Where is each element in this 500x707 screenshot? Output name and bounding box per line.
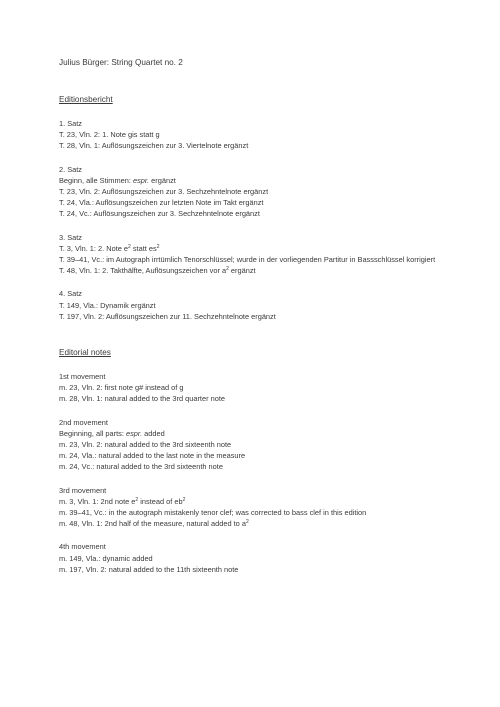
note-line (59, 140, 460, 151)
movement-block (59, 232, 460, 277)
note-text: m. 24, Vla.: natural added to the last note in the measure (59, 451, 246, 461)
note-line (59, 265, 460, 276)
note-text: m. 23, Vln. 2: natural added to the 3rd sixteenth note (59, 440, 232, 450)
movement-block (59, 417, 460, 473)
superscript: 2 (245, 519, 249, 526)
superscript: 2 (135, 496, 139, 503)
note-line (59, 311, 460, 322)
note-text: statt es (130, 243, 157, 253)
note-line (59, 439, 460, 450)
note-line (59, 518, 460, 529)
note-text: T. 48, Vln. 1: 2. Takthälfte, Auflösungszeichen vor a (59, 266, 227, 276)
movement-title: 3rd movement (59, 485, 107, 495)
report-section (59, 347, 460, 575)
note-line (59, 461, 460, 472)
note-text: T. 23, Vln. 2: Auflösungszeichen zur 3. Sechzehntelnote ergänzt (59, 187, 269, 197)
movement-block (59, 371, 460, 405)
movement-title: 4. Satz (59, 289, 83, 299)
note-text: m. 28, Vln. 1: natural added to the 3rd quarter note (59, 394, 225, 404)
note-line (59, 243, 460, 254)
note-text: T. 3, Vln. 1: 2. Note e (59, 243, 129, 253)
note-text: T. 149, Vla.: Dynamik ergänzt (59, 300, 156, 310)
note-text: m. 149, Vla.: dynamic added (59, 553, 153, 563)
note-line (59, 553, 460, 564)
movement-title: 4th movement (59, 542, 106, 552)
note-text: T. 24, Vc.: Auflösungszeichen zur 3. Sechzehntelnote ergänzt (59, 209, 260, 219)
movement-title: 3. Satz (59, 232, 83, 242)
note-line (59, 507, 460, 518)
document-title: Julius Bürger: String Quartet no. 2 (59, 58, 183, 67)
note-text: Beginn, alle Stimmen: (59, 175, 133, 185)
movement-title: 1st movement (59, 372, 106, 382)
movement-block (59, 541, 460, 575)
note-line (59, 450, 460, 461)
section-heading: Editorial notes (59, 348, 111, 358)
superscript: 2 (128, 243, 131, 250)
note-line (59, 300, 460, 311)
note-text: T. 197, Vln. 2: Auflösungszeichen zur 11. Sechzehntelnote ergänzt (59, 311, 276, 321)
note-text: m. 197, Vln. 2: natural added to the 11th sixteenth note (59, 564, 239, 574)
note-line (59, 428, 460, 439)
movement-title: 2. Satz (59, 164, 83, 174)
note-line (59, 175, 460, 186)
movement-title: 2nd movement (59, 417, 108, 427)
note-line (59, 208, 460, 219)
note-text: ergänzt (149, 175, 176, 185)
movement-block (59, 118, 460, 152)
note-text: T. 28, Vln. 1: Auflösungszeichen zur 3. Viertelnote ergänzt (59, 141, 249, 151)
note-text: T. 23, Vln. 2: 1. Note gis statt g (59, 130, 160, 140)
note-text: ergänzt (228, 266, 256, 276)
italic-term: espr. (125, 428, 143, 438)
superscript: 2 (226, 266, 229, 273)
note-line (59, 382, 460, 393)
note-line (59, 254, 460, 265)
superscript: 2 (182, 496, 186, 503)
report-section (59, 94, 460, 322)
section-heading: Editionsbericht (59, 95, 113, 104)
note-text: m. 39–41, Vc.: in the autograph mistakenly tenor clef; was corrected to bass clef in this edition (59, 508, 367, 518)
note-text: m. 48, Vln. 1: 2nd half of the measure, natural added to a (59, 519, 246, 529)
note-text: Beginning, all parts: (59, 428, 126, 438)
note-line (59, 496, 460, 507)
note-line (59, 393, 460, 404)
note-line (59, 129, 460, 140)
note-text: m. 23, Vln. 2: first note g# instead of g (59, 383, 184, 393)
note-text: m. 24, Vc.: natural added to the 3rd sixteenth note (59, 462, 223, 472)
note-line (59, 186, 460, 197)
note-text: T. 39–41, Vc.: im Autograph irrtümlich Tenorschlüssel; wurde in der vorliegenden Partitur in Bassschlüssel korrigiert (59, 255, 436, 265)
movement-block (59, 485, 460, 530)
note-text: T. 24, Vla.: Auflösungszeichen zur letzten Note im Takt ergänzt (59, 198, 264, 208)
movement-block (59, 164, 460, 220)
note-text: instead of eb (138, 496, 183, 506)
note-text: m. 3, Vln. 1: 2nd note e (59, 496, 136, 506)
movement-block (59, 288, 460, 322)
note-line (59, 564, 460, 575)
sections-container (59, 94, 460, 575)
note-text: added (142, 428, 165, 438)
superscript: 2 (156, 243, 160, 250)
italic-term: espr. (132, 175, 150, 185)
note-line (59, 197, 460, 208)
movement-title: 1. Satz (59, 119, 83, 128)
